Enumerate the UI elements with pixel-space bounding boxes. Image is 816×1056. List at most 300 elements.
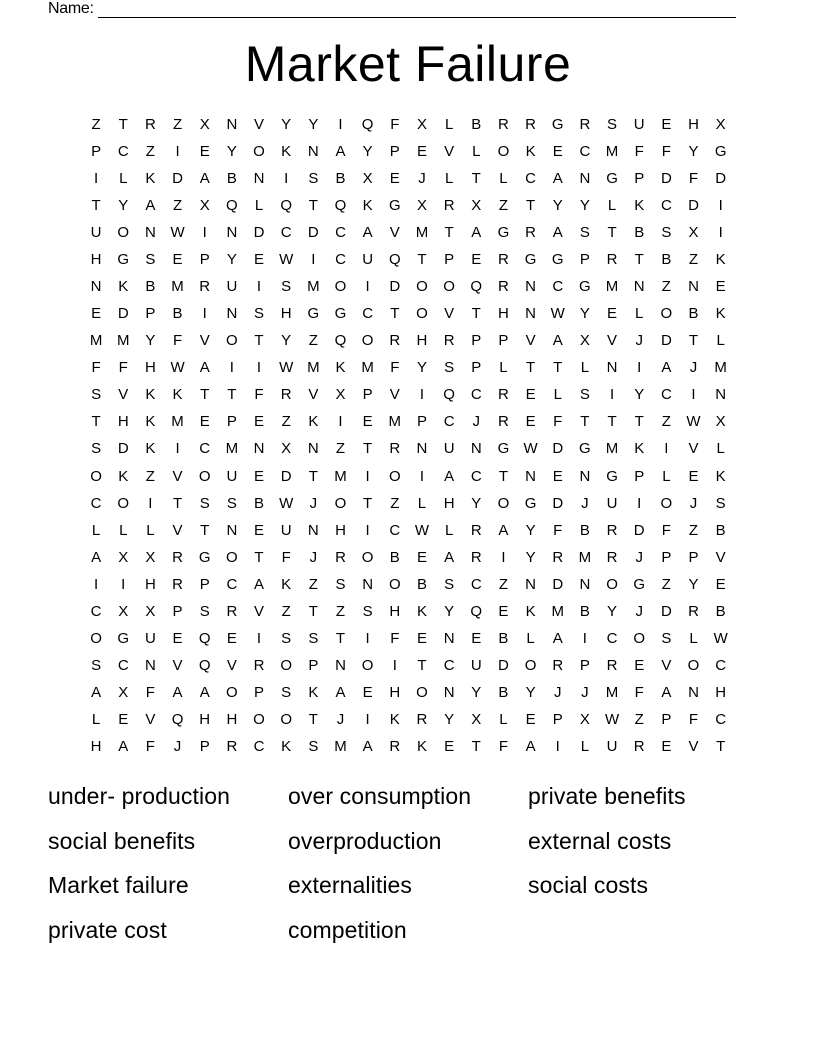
grid-cell: R [172, 548, 183, 566]
grid-cell: T [200, 386, 210, 404]
grid-cell: S [226, 494, 237, 512]
grid-cell: Z [172, 115, 183, 133]
grid-cell: G [117, 250, 130, 268]
grid-cell: K [525, 142, 536, 160]
grid-cell: F [661, 521, 671, 539]
grid-cell: T [254, 332, 264, 350]
grid-cell: N [688, 278, 699, 295]
grid-cell: Q [280, 196, 292, 214]
grid-cell: C [715, 711, 727, 729]
grid-cell: I [175, 142, 180, 160]
grid-cell: C [253, 738, 265, 756]
grid-cell: G [606, 467, 618, 485]
grid-cell: E [118, 711, 129, 729]
grid-cell: X [199, 115, 210, 133]
grid-cell: F [553, 413, 563, 431]
grid-cell: T [553, 359, 563, 377]
grid-cell: Y [688, 142, 699, 160]
grid-cell: V [715, 548, 726, 566]
grid-cell: X [281, 440, 292, 458]
grid-cell: F [390, 115, 400, 133]
grid-cell: Y [308, 115, 319, 133]
grid-cell: P [552, 711, 563, 729]
grid-cell: F [390, 630, 400, 648]
word-list-item: Market failure [48, 872, 189, 898]
grid-cell: S [199, 494, 210, 512]
grid-cell: O [117, 494, 130, 512]
grid-cell: U [144, 630, 156, 648]
grid-cell: P [199, 575, 210, 593]
grid-cell: Q [470, 602, 483, 620]
grid-cell: H [335, 521, 346, 539]
grid-cell: A [335, 142, 346, 160]
grid-cell: Q [334, 332, 347, 350]
grid-cell: J [635, 548, 643, 566]
grid-cell: O [90, 467, 102, 485]
grid-cell: L [91, 521, 101, 539]
grid-cell: N [525, 278, 536, 295]
grid-cell: A [661, 684, 672, 702]
grid-cell: O [361, 548, 374, 566]
grid-cell: M [171, 413, 184, 431]
grid-cell: E [525, 711, 536, 729]
grid-cell: R [470, 521, 482, 539]
grid-cell: Z [145, 142, 155, 160]
grid-cell: S [607, 115, 618, 133]
grid-cell: S [444, 575, 455, 593]
grid-cell: H [688, 115, 699, 133]
grid-cell: V [308, 386, 319, 404]
grid-cell: N [226, 305, 238, 323]
word-search-grid [83, 111, 735, 761]
grid-cell: I [338, 115, 343, 133]
grid-cell: I [691, 386, 696, 404]
grid-cell: H [144, 359, 156, 377]
grid-cell: X [145, 548, 156, 566]
grid-cell: B [335, 169, 346, 187]
grid-cell: Y [226, 142, 237, 160]
grid-cell: C [525, 169, 536, 187]
grid-cell: A [362, 223, 373, 241]
grid-cell: F [553, 521, 563, 539]
grid-cell: K [634, 440, 645, 458]
grid-cell: F [254, 386, 264, 404]
grid-cell: Q [334, 196, 347, 214]
grid-cell: L [553, 386, 562, 404]
grid-cell: I [637, 494, 642, 512]
grid-cell: V [688, 440, 699, 458]
grid-cell: M [225, 440, 239, 458]
grid-cell: B [471, 115, 482, 133]
grid-cell: E [634, 657, 645, 675]
grid-cell: F [688, 711, 699, 729]
grid-cell: E [199, 413, 210, 431]
grid-cell: I [93, 169, 99, 187]
grid-cell: Z [308, 332, 318, 350]
grid-cell: P [471, 332, 482, 350]
grid-cell: E [362, 684, 373, 702]
grid-cell: C [335, 223, 346, 241]
grid-cell: E [715, 278, 726, 295]
grid-cell: R [199, 278, 211, 295]
grid-cell: T [363, 440, 373, 458]
grid-cell: A [199, 684, 210, 702]
grid-cell: V [661, 657, 672, 675]
grid-cell: T [118, 115, 128, 133]
grid-cell: A [91, 684, 102, 702]
grid-cell: C [117, 657, 129, 675]
grid-cell: R [498, 115, 509, 133]
grid-cell: A [498, 521, 509, 539]
word-list-item: overproduction [288, 827, 442, 854]
grid-cell: D [253, 223, 265, 241]
word-list-item: externalities [288, 872, 413, 898]
grid-cell: L [499, 169, 508, 187]
grid-cell: F [688, 169, 699, 187]
grid-cell: I [664, 440, 669, 458]
grid-cell: J [472, 413, 481, 431]
grid-cell: F [390, 359, 400, 377]
grid-cell: E [715, 575, 726, 593]
grid-cell: Y [688, 575, 699, 593]
grid-cell: O [524, 657, 537, 675]
grid-cell: Z [498, 196, 508, 214]
grid-cell: O [253, 142, 265, 160]
grid-cell: I [365, 278, 370, 295]
grid-cell: C [606, 630, 618, 648]
grid-cell: D [688, 196, 699, 214]
grid-cell: P [91, 142, 102, 160]
grid-cell: Z [281, 413, 291, 431]
page-title: Market Failure [244, 36, 572, 92]
grid-cell: L [146, 521, 155, 539]
grid-cell: G [551, 250, 564, 268]
grid-cell: L [580, 359, 590, 377]
grid-cell: L [716, 440, 725, 458]
grid-cell: R [498, 386, 509, 404]
grid-cell: P [389, 142, 400, 160]
grid-cell: C [715, 657, 727, 675]
grid-cell: O [280, 657, 292, 675]
grid-cell: Q [171, 711, 184, 729]
grid-cell: K [145, 413, 156, 431]
grid-cell: C [579, 142, 591, 160]
grid-cell: T [254, 548, 264, 566]
grid-cell: X [579, 332, 590, 350]
grid-cell: N [525, 305, 536, 323]
grid-cell: G [524, 250, 537, 268]
grid-cell: O [660, 305, 673, 323]
grid-cell: H [416, 332, 428, 350]
grid-cell: F [634, 684, 644, 702]
grid-cell: O [334, 494, 347, 512]
grid-cell: N [579, 575, 591, 593]
grid-cell: N [443, 684, 455, 702]
grid-cell: I [637, 359, 642, 377]
grid-cell: I [175, 440, 180, 458]
grid-cell: U [633, 115, 645, 133]
grid-cell: O [226, 548, 238, 566]
grid-cell: A [552, 223, 563, 241]
grid-cell: R [633, 738, 645, 756]
grid-cell: S [254, 305, 265, 323]
grid-cell: W [170, 359, 185, 377]
grid-cell: G [198, 548, 211, 566]
grid-cell: N [443, 630, 455, 648]
grid-cell: G [606, 169, 618, 187]
grid-cell: Y [525, 684, 536, 702]
grid-cell: L [119, 521, 128, 539]
grid-cell: G [334, 305, 347, 323]
grid-cell: U [90, 223, 102, 241]
grid-cell: B [254, 494, 265, 512]
grid-cell: O [497, 142, 510, 160]
grid-cell: T [716, 738, 726, 756]
grid-cell: B [715, 602, 726, 620]
grid-cell: X [471, 196, 482, 214]
grid-cell: G [714, 142, 727, 160]
grid-cell: I [419, 386, 425, 404]
grid-cell: H [498, 305, 509, 323]
grid-cell: X [118, 548, 129, 566]
grid-cell: T [91, 196, 101, 214]
grid-cell: Y [145, 332, 156, 350]
grid-cell: J [689, 359, 698, 377]
grid-cell: W [713, 630, 728, 648]
grid-cell: I [121, 575, 126, 593]
grid-cell: R [498, 413, 509, 431]
grid-cell: I [256, 278, 262, 295]
word-list-item: under- production [48, 783, 230, 809]
grid-cell: K [715, 467, 726, 485]
grid-cell: H [280, 305, 292, 323]
grid-cell: A [661, 359, 672, 377]
grid-cell: W [279, 250, 294, 268]
grid-cell: X [715, 115, 726, 133]
grid-cell: G [633, 575, 646, 593]
grid-cell: C [443, 657, 455, 675]
grid-cell: T [471, 169, 481, 187]
grid-cell: E [254, 413, 265, 431]
grid-cell: S [579, 386, 590, 404]
grid-cell: V [444, 142, 455, 160]
grid-cell: R [552, 657, 564, 675]
grid-cell: T [471, 305, 481, 323]
grid-cell: Y [362, 142, 373, 160]
grid-cell: N [307, 142, 319, 160]
grid-cell: J [581, 684, 589, 702]
grid-cell: Y [552, 196, 563, 214]
grid-cell: R [606, 548, 618, 566]
grid-cell: A [471, 223, 482, 241]
grid-cell: L [472, 142, 481, 160]
grid-cell: L [254, 196, 264, 214]
grid-cell: F [145, 684, 155, 702]
grid-cell: O [687, 657, 700, 675]
grid-cell: T [525, 359, 536, 377]
name-blank-line [98, 2, 736, 18]
grid-cell: K [416, 602, 427, 620]
grid-cell: L [580, 738, 590, 756]
grid-cell: O [226, 332, 238, 350]
grid-cell: B [715, 521, 726, 539]
grid-cell: E [498, 602, 509, 620]
grid-cell: D [552, 440, 564, 458]
grid-cell: A [362, 738, 373, 756]
grid-cell: M [714, 359, 727, 377]
grid-cell: S [281, 630, 292, 648]
grid-cell: Y [444, 602, 455, 620]
grid-cell: S [362, 602, 373, 620]
grid-cell: A [118, 738, 129, 756]
grid-cell: I [555, 738, 560, 756]
grid-cell: C [90, 494, 102, 512]
grid-cell: L [716, 332, 725, 350]
grid-cell: E [416, 630, 427, 648]
grid-cell: E [416, 142, 427, 160]
grid-cell: C [389, 521, 401, 539]
grid-cell: V [254, 115, 265, 133]
grid-cell: X [118, 602, 129, 620]
grid-cell: J [336, 711, 345, 729]
grid-cell: I [365, 467, 370, 485]
grid-cell: N [470, 440, 482, 458]
grid-cell: L [444, 169, 454, 187]
grid-cell: U [226, 467, 238, 485]
grid-cell: I [202, 305, 207, 323]
grid-cell: W [686, 413, 701, 431]
grid-cell: M [415, 223, 429, 241]
grid-cell: V [254, 602, 265, 620]
grid-cell: H [389, 602, 401, 620]
grid-cell: W [523, 440, 538, 458]
grid-cell: C [470, 575, 482, 593]
grid-cell: B [579, 602, 590, 620]
grid-cell: R [606, 657, 618, 675]
grid-cell: A [254, 575, 265, 593]
grid-cell: L [91, 711, 101, 729]
grid-cell: I [365, 711, 370, 729]
grid-cell: C [362, 305, 374, 323]
grid-cell: P [226, 413, 237, 431]
grid-cell: K [525, 602, 536, 620]
grid-cell: S [661, 630, 672, 648]
grid-cell: L [607, 196, 617, 214]
grid-cell: M [89, 332, 103, 350]
grid-cell: S [308, 630, 319, 648]
grid-cell: Q [388, 250, 401, 268]
grid-cell: Z [661, 575, 671, 593]
grid-cell: K [281, 738, 292, 756]
grid-cell: O [416, 278, 428, 295]
grid-cell: N [226, 115, 238, 133]
grid-cell: T [335, 630, 346, 648]
grid-cell: T [172, 494, 183, 512]
grid-cell: Z [661, 413, 671, 431]
grid-cell: O [280, 711, 292, 729]
grid-cell: P [199, 738, 210, 756]
grid-cell: Y [118, 196, 129, 214]
grid-cell: S [91, 386, 102, 404]
word-list-item: competition [288, 916, 407, 943]
grid-cell: I [202, 223, 207, 241]
grid-cell: M [361, 359, 374, 377]
grid-cell: Q [226, 196, 238, 214]
grid-cell: O [334, 278, 347, 295]
grid-cell: U [606, 494, 618, 512]
grid-cell: V [444, 305, 455, 323]
grid-cell: N [715, 386, 727, 404]
grid-cell: R [389, 738, 401, 756]
grid-cell: O [361, 332, 374, 350]
grid-cell: Y [281, 115, 292, 133]
grid-cell: W [550, 305, 565, 323]
grid-cell: S [308, 169, 319, 187]
grid-cell: M [307, 359, 320, 377]
grid-cell: V [525, 332, 536, 350]
grid-cell: O [416, 684, 428, 702]
grid-cell: S [91, 657, 102, 675]
grid-cell: N [90, 278, 102, 295]
grid-cell: D [552, 494, 564, 512]
grid-cell: Y [525, 548, 536, 566]
grid-cell: T [390, 305, 400, 323]
grid-cell: R [498, 278, 509, 295]
grid-cell: K [389, 711, 400, 729]
grid-cell: Y [416, 359, 427, 377]
grid-cell: N [307, 521, 319, 539]
grid-cell: K [145, 440, 156, 458]
grid-cell: R [144, 115, 156, 133]
grid-cell: R [443, 196, 455, 214]
grid-cell: G [388, 196, 401, 214]
grid-cell: T [580, 413, 590, 431]
grid-cell: T [308, 196, 318, 214]
grid-cell: G [307, 305, 320, 323]
grid-cell: Y [579, 196, 590, 214]
grid-cell: A [199, 359, 210, 377]
grid-cell: O [443, 278, 455, 295]
grid-cell: N [144, 223, 156, 241]
grid-cell: T [417, 250, 427, 268]
name-label: Name: [48, 0, 94, 17]
grid-cell: R [552, 548, 564, 566]
grid-cell: A [444, 467, 455, 485]
grid-cell: R [525, 115, 536, 133]
grid-cell: R [335, 548, 346, 566]
grid-cell: T [444, 223, 454, 241]
grid-cell: C [660, 196, 672, 214]
grid-cell: E [254, 521, 265, 539]
grid-cell: S [281, 278, 292, 295]
grid-cell: P [688, 548, 699, 566]
grid-cell: O [361, 657, 374, 675]
grid-cell: T [417, 657, 427, 675]
grid-cell: Z [335, 602, 346, 620]
grid-cell: E [607, 305, 618, 323]
word-list-item: private benefits [528, 783, 686, 809]
grid-cell: G [524, 494, 537, 512]
grid-cell: D [117, 440, 129, 458]
grid-cell: G [579, 440, 591, 458]
grid-cell: E [389, 169, 400, 187]
grid-cell: F [498, 738, 508, 756]
grid-cell: H [144, 575, 156, 593]
grid-cell: B [226, 169, 237, 187]
grid-cell: I [148, 494, 153, 512]
grid-cell: C [199, 440, 211, 458]
grid-cell: M [307, 278, 320, 295]
